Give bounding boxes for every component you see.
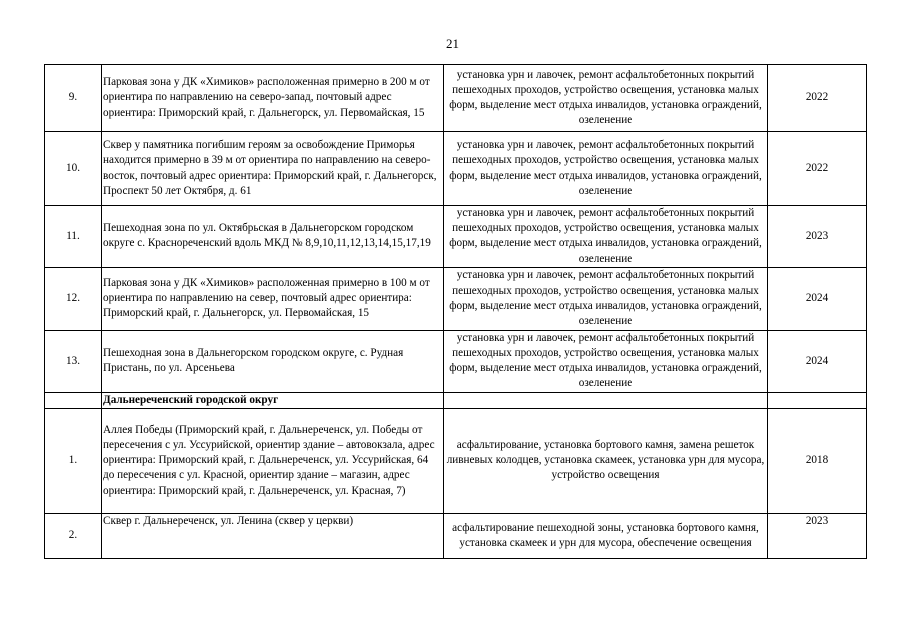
row-address: Сквер г. Дальнереченск, ул. Ленина (сквер у церкви) xyxy=(102,513,444,558)
row-works: установка урн и лавочек, ремонт асфальтобетонных покрытий пешеходных проходов, устройство освещения, установка малых форм, выделение мест отдыха инвалидов, установка ограждений, озеленение xyxy=(444,206,768,268)
row-address: Аллея Победы (Приморский край, г. Дальнереченск, ул. Победы от пересечения с ул. Уссурийской, ориентир здание – автовокзала, адрес ориентира: Приморский край, г. Дальнереченск, ул. Уссурийская, 64 до пересечения с ул. Красной, ориентир здание – магазин, адрес ориентира: Приморский край, г. Дальнереченск, ул. Красная, 7) xyxy=(102,408,444,513)
row-number: 1. xyxy=(45,408,102,513)
row-year: 2022 xyxy=(768,65,867,132)
row-year: 2024 xyxy=(768,330,867,392)
row-works: асфальтирование пешеходной зоны, установка бортового камня, установка скамеек и урн для мусора, обеспечение освещения xyxy=(444,513,768,558)
row-year: 2023 xyxy=(768,206,867,268)
section-title: Дальнереченский городской округ xyxy=(102,392,444,408)
row-works: установка урн и лавочек, ремонт асфальтобетонных покрытий пешеходных проходов, устройство освещения, установка малых форм, выделение мест отдыха инвалидов, установка ограждений, озеленение xyxy=(444,330,768,392)
row-address: Парковая зона у ДК «Химиков» расположенная примерно в 200 м от ориентира по направлению на северо-запад, почтовый адрес ориентира: Приморский край, г. Дальнегорск, ул. Первомайская, 15 xyxy=(102,65,444,132)
row-year: 2022 xyxy=(768,132,867,206)
row-number: 9. xyxy=(45,65,102,132)
table-row xyxy=(45,330,867,392)
section-year-cell xyxy=(768,392,867,408)
row-number: 2. xyxy=(45,513,102,558)
section-number-cell xyxy=(45,392,102,408)
row-works: установка урн и лавочек, ремонт асфальтобетонных покрытий пешеходных проходов, устройство освещения, установка малых форм, выделение мест отдыха инвалидов, установка ограждений, озеленение xyxy=(444,267,768,330)
table-row xyxy=(45,132,867,206)
table-row xyxy=(45,65,867,132)
table-row xyxy=(45,408,867,513)
row-works: установка урн и лавочек, ремонт асфальтобетонных покрытий пешеходных проходов, устройство освещения, установка малых форм, выделение мест отдыха инвалидов, установка ограждений, озеленение xyxy=(444,65,768,132)
row-address: Парковая зона у ДК «Химиков» расположенная примерно в 100 м от ориентира по направлению на север, почтовый адрес ориентира: Приморский край, г. Дальнегорск, ул. Первомайская, 15 xyxy=(102,267,444,330)
row-works: установка урн и лавочек, ремонт асфальтобетонных покрытий пешеходных проходов, устройство освещения, установка малых форм, выделение мест отдыха инвалидов, установка ограждений, озеленение xyxy=(444,132,768,206)
table-row xyxy=(45,267,867,330)
row-works: асфальтирование, установка бортового камня, замена решеток ливневых колодцев, установка скамеек, установка урн для мусора, устройство освещения xyxy=(444,408,768,513)
row-year: 2018 xyxy=(768,408,867,513)
row-number: 13. xyxy=(45,330,102,392)
row-year: 2024 xyxy=(768,267,867,330)
section-header-row xyxy=(45,392,867,408)
row-address: Сквер у памятника погибшим героям за освобождение Приморья находится примерно в 39 м от ориентира по направлению на северо-восток, почтовый адрес ориентира: Приморский край, г. Дальнегорск, Проспект 50 лет Октября, д. 61 xyxy=(102,132,444,206)
page-number: 21 xyxy=(446,36,459,51)
row-number: 12. xyxy=(45,267,102,330)
row-address: Пешеходная зона по ул. Октябрьская в Дальнегорском городском округе с. Краснореченский вдоль МКД № 8,9,10,11,12,13,14,15,17,19 xyxy=(102,206,444,268)
table-row xyxy=(45,513,867,558)
improvement-table xyxy=(44,64,867,559)
row-address: Пешеходная зона в Дальнегорском городском округе, с. Рудная Пристань, по ул. Арсеньева xyxy=(102,330,444,392)
row-number: 10. xyxy=(45,132,102,206)
table-row xyxy=(45,206,867,268)
row-year: 2023 xyxy=(768,513,867,558)
section-works-cell xyxy=(444,392,768,408)
row-number: 11. xyxy=(45,206,102,268)
